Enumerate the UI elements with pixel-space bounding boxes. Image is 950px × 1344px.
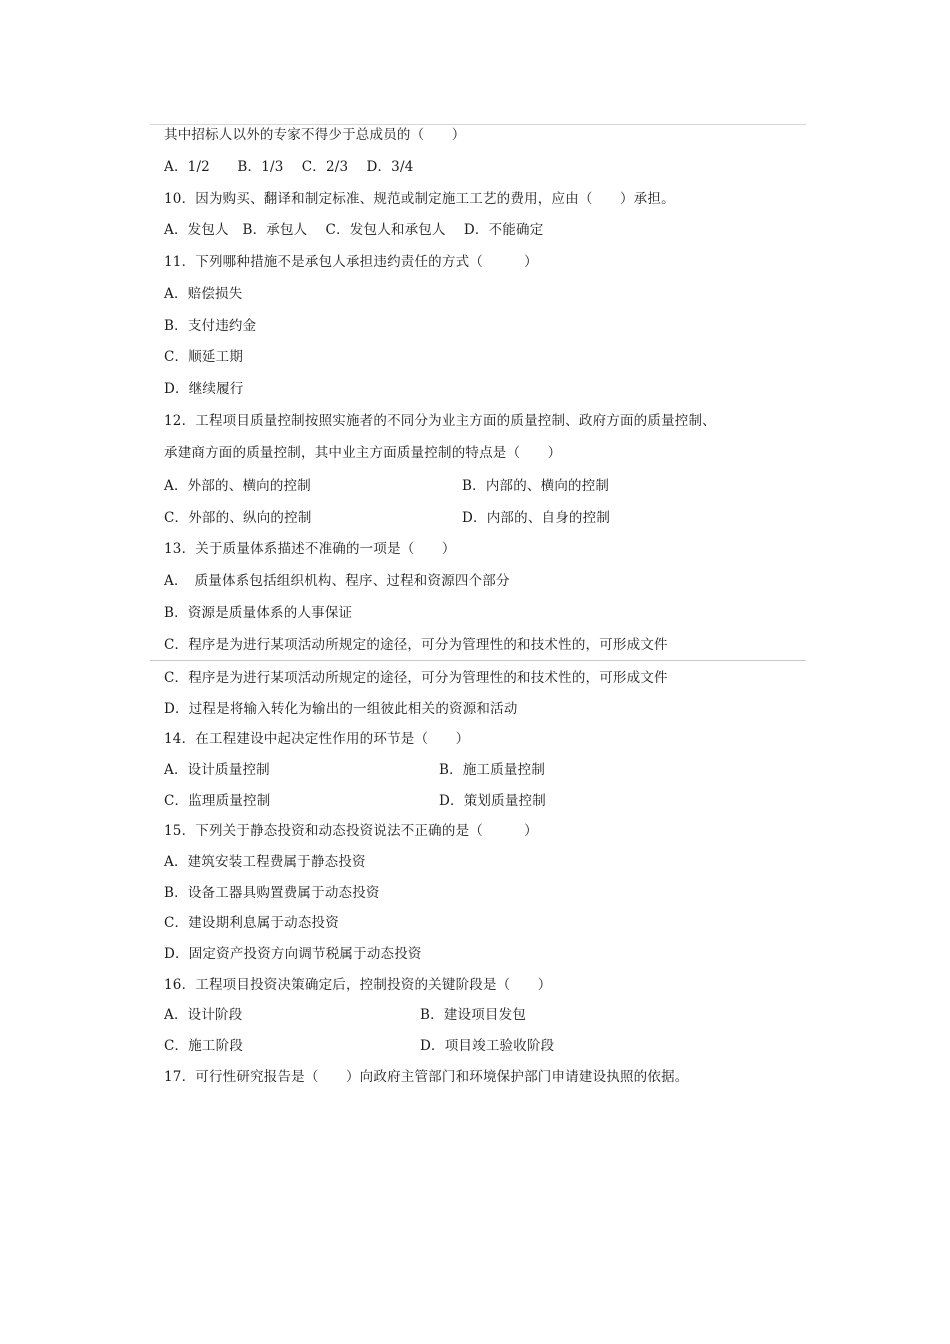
question-9-stem-continuation: 其中招标人以外的专家不得少于总成员的（ ） <box>164 127 466 143</box>
question-13-stem: 13．关于质量体系描述不准确的一项是（ ） <box>164 541 456 557</box>
question-16-stem: 16．工程项目投资决策确定后，控制投资的关键阶段是（ ） <box>164 977 552 993</box>
question-16-option-b: B．建设项目发包 <box>420 1007 527 1023</box>
question-14-stem: 14．在工程建设中起决定性作用的环节是（ ） <box>164 731 470 747</box>
question-17-stem: 17．可行性研究报告是（ ）向政府主管部门和环境保护部门申请建设执照的依据。 <box>164 1069 689 1085</box>
question-14-option-c: C．监理质量控制 <box>164 793 271 809</box>
question-14-option-a: A．设计质量控制 <box>164 762 270 778</box>
question-13-option-b: B．资源是质量体系的人事保证 <box>164 605 353 621</box>
question-11-stem: 11．下列哪种措施不是承包人承担违约责任的方式（ ） <box>164 254 538 270</box>
question-12-stem-line-1: 12．工程项目质量控制按照实施者的不同分为业主方面的质量控制、政府方面的质量控制、 <box>164 413 716 429</box>
question-12-stem-line-2: 承建商方面的质量控制，其中业主方面质量控制的特点是（ ） <box>164 445 562 461</box>
question-15-option-a: A．建筑安装工程费属于静态投资 <box>164 854 366 870</box>
question-14-option-b: B．施工质量控制 <box>439 762 546 778</box>
question-12-option-c: C．外部的、纵向的控制 <box>164 510 312 526</box>
question-13-option-c: C．程序是为进行某项活动所规定的途径，可分为管理性的和技术性的，可形成文件 <box>164 637 668 653</box>
question-15-option-b: B．设备工器具购置费属于动态投资 <box>164 885 380 901</box>
question-14-option-d: D．策划质量控制 <box>439 793 546 809</box>
question-11-option-d: D．继续履行 <box>164 381 244 397</box>
question-12-option-a: A．外部的、横向的控制 <box>164 478 311 494</box>
question-16-option-a: A．设计阶段 <box>164 1007 243 1023</box>
page-top-divider <box>150 124 806 125</box>
question-13-option-d: D．过程是将输入转化为输出的一组彼此相关的资源和活动 <box>164 701 518 717</box>
question-11-option-b: B．支付违约金 <box>164 318 257 334</box>
question-11-option-c: C．顺延工期 <box>164 349 244 365</box>
question-10-stem: 10．因为购买、翻译和制定标准、规范或制定施工工艺的费用，应由（ ）承担。 <box>164 191 675 207</box>
question-15-option-c: C．建设期利息属于动态投资 <box>164 915 339 931</box>
question-13-option-c-repeat: C．程序是为进行某项活动所规定的途径，可分为管理性的和技术性的，可形成文件 <box>164 670 668 686</box>
question-10-options: A．发包人 B．承包人 C．发包人和承包人 D．不能确定 <box>164 222 544 238</box>
page-break-divider <box>150 660 806 661</box>
question-15-stem: 15．下列关于静态投资和动态投资说法不正确的是（ ） <box>164 823 538 839</box>
question-11-option-a: A．赔偿损失 <box>164 286 243 302</box>
question-13-option-a: A． 质量体系包括组织机构、程序、过程和资源四个部分 <box>164 573 510 589</box>
question-16-option-c: C．施工阶段 <box>164 1038 244 1054</box>
question-12-option-b: B．内部的、横向的控制 <box>462 478 610 494</box>
question-15-option-d: D．固定资产投资方向调节税属于动态投资 <box>164 946 422 962</box>
question-16-option-d: D．项目竣工验收阶段 <box>420 1038 555 1054</box>
question-12-option-d: D．内部的、自身的控制 <box>462 510 611 526</box>
question-9-options: A．1/2 B．1/3 C．2/3 D．3/4 <box>164 159 414 175</box>
